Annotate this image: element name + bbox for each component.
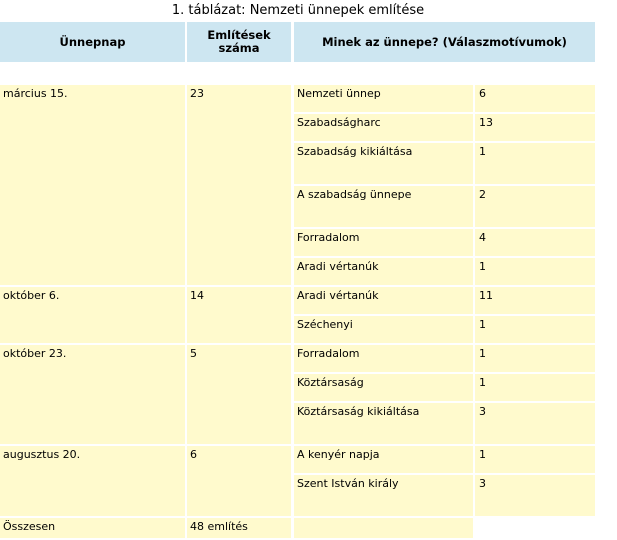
motive-value-cell: 13 [475,114,595,141]
motive-value-cell: 11 [475,287,595,314]
motive-label-cell: Aradi vértanúk [294,287,473,314]
holiday-cell: március 15. [0,85,185,285]
mention-count-cell: 14 [187,287,291,343]
mention-count-cell: 23 [187,85,291,285]
motive-value-cell: 1 [475,258,595,285]
mention-count-cell: 6 [187,446,291,516]
motive-label-cell: A szabadság ünnepe [294,186,473,227]
motive-label-cell: Aradi vértanúk [294,258,473,285]
motive-label-cell: Széchenyi [294,316,473,343]
total-label-cell: Összesen [0,518,185,538]
motive-value-cell: 6 [475,85,595,112]
motive-value-cell: 2 [475,186,595,227]
motive-value-cell: 1 [475,446,595,473]
total-empty-cell [294,518,473,538]
motive-value-cell: 3 [475,475,595,516]
header-holiday: Ünnepnap [0,22,185,62]
motive-label-cell: Köztársaság kikiáltása [294,403,473,444]
motive-value-cell: 4 [475,229,595,256]
motive-label-cell: Szabadság kikiáltása [294,143,473,184]
holiday-cell: augusztus 20. [0,446,185,516]
total-count-cell: 48 említés [187,518,291,538]
motive-label-cell: Forradalom [294,345,473,372]
motive-label-cell: A kenyér napja [294,446,473,473]
motive-value-cell: 1 [475,316,595,343]
holiday-cell: október 23. [0,345,185,444]
motive-label-cell: Köztársaság [294,374,473,401]
motive-label-cell: Szent István király [294,475,473,516]
header-motives: Minek az ünnepe? (Válaszmotívumok) [294,22,595,62]
holiday-cell: október 6. [0,287,185,343]
table-caption: 1. táblázat: Nemzeti ünnepek említése [171,3,425,18]
motive-label-cell: Szabadságharc [294,114,473,141]
header-mention-count: Említések száma [187,22,291,62]
motive-value-cell: 1 [475,345,595,372]
motive-value-cell: 1 [475,374,595,401]
motive-label-cell: Nemzeti ünnep [294,85,473,112]
motive-value-cell: 3 [475,403,595,444]
motive-value-cell: 1 [475,143,595,184]
motive-label-cell: Forradalom [294,229,473,256]
mention-count-cell: 5 [187,345,291,444]
